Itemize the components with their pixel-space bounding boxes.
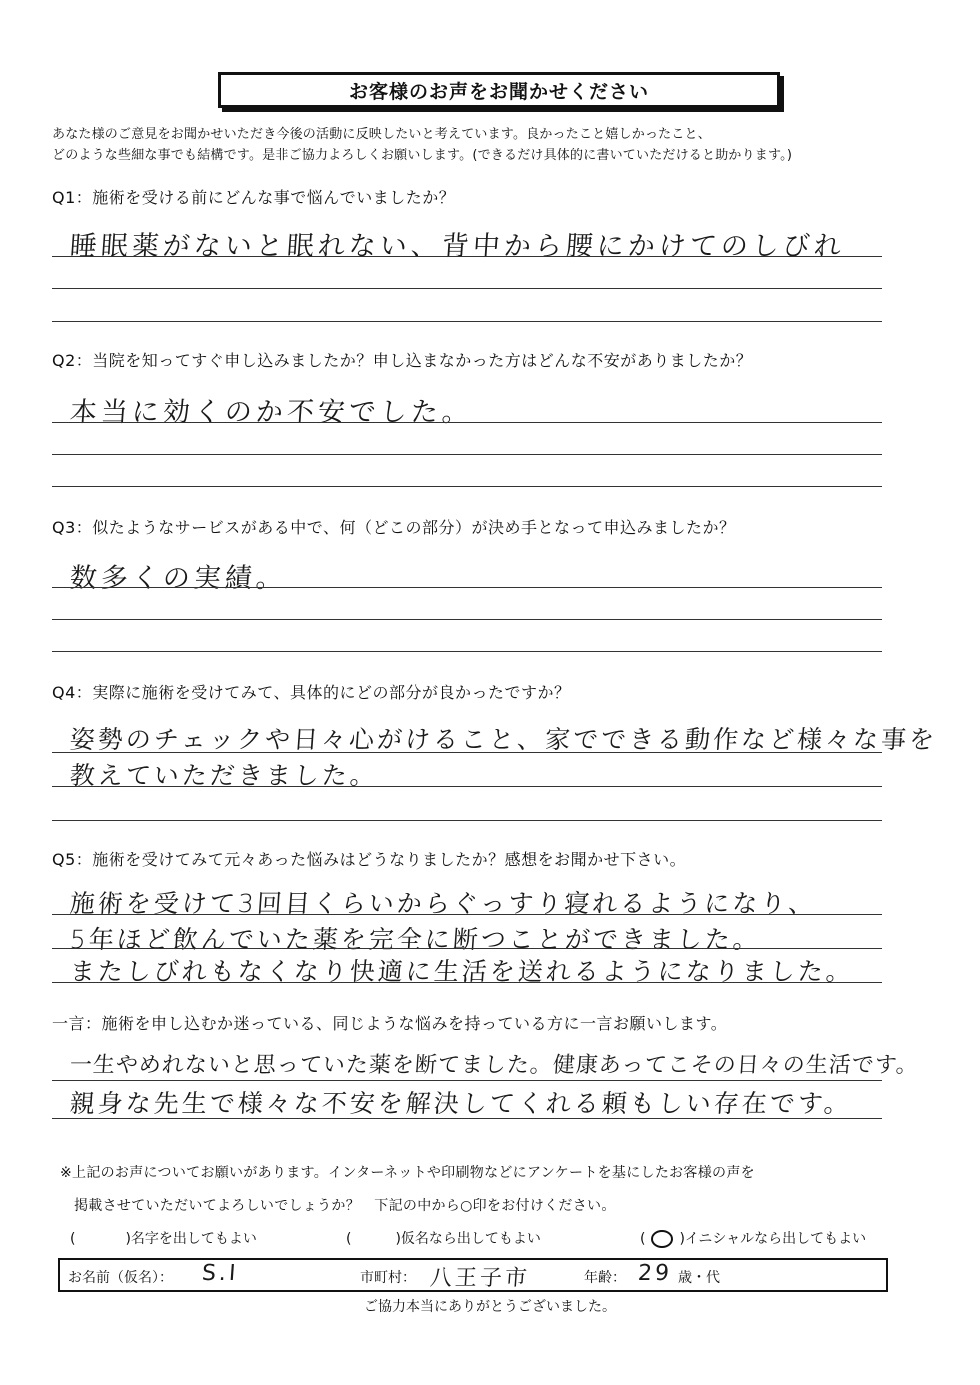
question-q3: Q3：似たようなサービスがある中で、何（どこの部分）が決め手となって申込みましたか？	[52, 518, 736, 537]
respondent-info	[58, 1258, 888, 1292]
question-q2: Q2：当院を知ってすぐ申し込みましたか？申し込まなかった方はどんな不安がありましたか？	[52, 351, 753, 370]
answer-rule	[52, 914, 882, 915]
thanks-message: ご協力本当にありがとうございました。	[364, 1299, 616, 1315]
age-label: 年齢：	[584, 1270, 626, 1286]
answer-q5-line: 施術を受けて3回目くらいからぐっすり寝れるようになり、	[68, 889, 818, 918]
option-paren: (	[70, 1231, 76, 1247]
answer-q4-line: 教えていただきました。	[68, 761, 379, 790]
answer-q1-line: 睡眠薬がないと眠れない、背中から腰にかけてのしびれ	[68, 231, 846, 262]
answer-rule	[52, 820, 882, 821]
name-label: お名前（仮名）：	[68, 1270, 173, 1286]
consent-option-surname[interactable]	[70, 1228, 257, 1248]
option-paren: (	[346, 1231, 352, 1247]
question-comment: 一言：施術を申し込むか迷っている、同じような悩みを持っている方に一言お願いします。	[52, 1014, 728, 1033]
answer-rule	[52, 619, 882, 620]
answer-q3-line: 数多くの実績。	[68, 563, 288, 594]
answer-rule	[52, 256, 882, 257]
consent-option-pseudonym[interactable]	[346, 1228, 541, 1248]
answer-rule	[52, 321, 882, 322]
answer-q2-line: 本当に効くのか不安でした。	[68, 397, 474, 428]
question-q5: Q5：施術を受けてみて元々あった悩みはどうなりましたか？感想をお聞かせ下さい。	[52, 850, 687, 869]
form-title	[218, 72, 780, 108]
city-value: 八王子市	[428, 1266, 531, 1291]
age-value: 29	[637, 1261, 673, 1286]
answer-rule	[52, 288, 882, 289]
answer-rule	[52, 454, 882, 455]
intro-line: どのような些細な事でも結構です。是非ご協力よろしくお願いします。(できるだけ具体的に書いていただけると助かります。)	[52, 148, 793, 163]
answer-comment-line: 一生やめれないと思っていた薬を断てました。健康あってこその日々の生活です。	[68, 1053, 920, 1078]
age-suffix: 歳・代	[678, 1270, 720, 1286]
selected-circle-icon	[651, 1230, 673, 1248]
intro-line: あなた様のご意見をお聞かせいただき今後の活動に反映したいと考えています。良かったこと嬉しかったこと、	[52, 127, 711, 142]
answer-rule	[52, 948, 882, 949]
answer-rule	[52, 587, 882, 588]
question-q4: Q4：実際に施術を受けてみて、具体的にどの部分が良かったですか？	[52, 683, 571, 702]
answer-rule	[52, 982, 882, 983]
answer-rule	[52, 1080, 882, 1081]
question-q1: Q1：施術を受ける前にどんな事で悩んでいましたか？	[52, 188, 456, 207]
option-label: )仮名なら出してもよい	[395, 1231, 541, 1247]
answer-q5-line: 5年ほど飲んでいた薬を完全に断つことができました。	[68, 925, 762, 954]
consent-note: 掲載させていただいてよろしいでしょうか？ 下記の中から○印をお付けください。	[74, 1198, 616, 1214]
name-value: S.I	[201, 1261, 240, 1286]
form-intro	[52, 124, 932, 166]
answer-rule	[52, 752, 882, 753]
consent-note: ※上記のお声についてお願いがあります。インターネットや印刷物などにアンケートを基にしたお客様の声を	[60, 1165, 755, 1181]
answer-rule	[52, 422, 882, 423]
answer-rule	[52, 786, 882, 787]
form-title-text: お客様のお声をお聞かせください	[348, 80, 649, 103]
city-label: 市町村：	[360, 1270, 416, 1286]
answer-comment-line: 親身な先生で様々な不安を解決してくれる頼もしい存在です。	[68, 1089, 853, 1118]
consent-option-initials[interactable]	[640, 1228, 866, 1248]
option-paren: (	[640, 1231, 646, 1247]
answer-q5-line: またしびれもなくなり快適に生活を送れるようになりました。	[68, 957, 855, 986]
answer-rule	[52, 486, 882, 487]
option-label: )名字を出してもよい	[125, 1231, 257, 1247]
option-label: )イニシャルなら出してもよい	[679, 1231, 867, 1247]
answer-rule	[52, 1118, 882, 1119]
answer-q4-line: 姿勢のチェックや日々心がけること、家でできる動作など様々な事を	[68, 725, 939, 754]
answer-rule	[52, 651, 882, 652]
